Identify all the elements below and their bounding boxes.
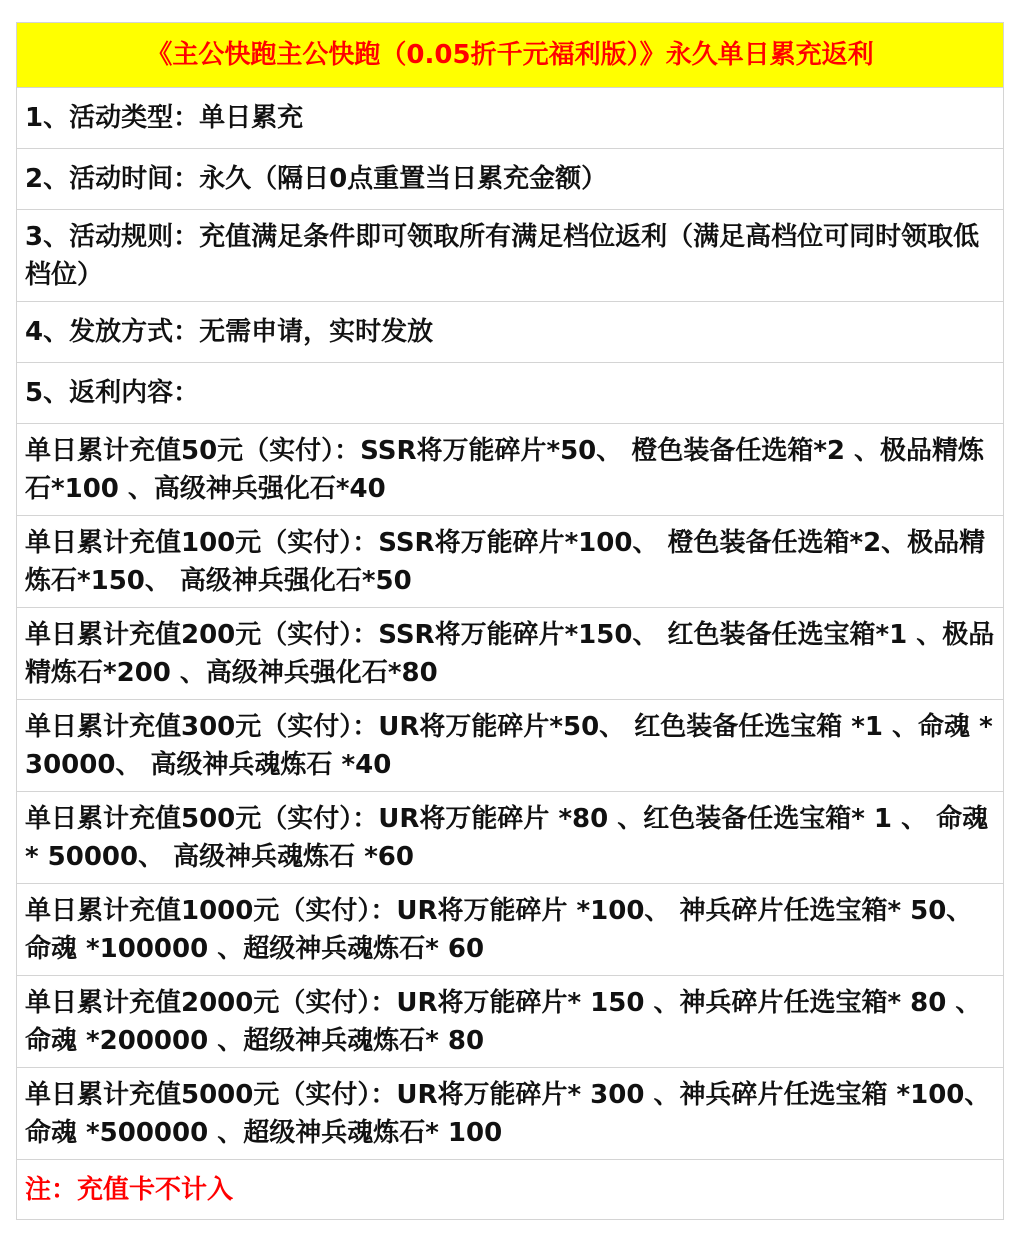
tier-row-500: 单日累计充值500元（实付）：UR将万能碎片 *80 、红色装备任选宝箱* 1 、 命魂* 50000、 高级神兵魂炼石 *60 — [16, 792, 1004, 884]
tier-row-2000: 单日累计充值2000元（实付）：UR将万能碎片* 150 、神兵碎片任选宝箱* 80 、命魂 *200000 、超级神兵魂炼石* 80 — [16, 976, 1004, 1068]
info-row-delivery-method: 4、发放方式：无需申请，实时发放 — [16, 302, 1004, 363]
rebate-table — [16, 22, 1004, 1220]
info-row-activity-time: 2、活动时间：永久（隔日0点重置当日累充金额） — [16, 149, 1004, 210]
tier-row-200: 单日累计充值200元（实付）：SSR将万能碎片*150、 红色装备任选宝箱*1 、极品精炼石*200 、高级神兵强化石*80 — [16, 608, 1004, 700]
note-row: 注：充值卡不计入 — [16, 1160, 1004, 1220]
info-row-rebate-content: 5、返利内容： — [16, 363, 1004, 424]
tier-row-100: 单日累计充值100元（实付）：SSR将万能碎片*100、 橙色装备任选箱*2、极品精炼石*150、 高级神兵强化石*50 — [16, 516, 1004, 608]
tier-row-5000: 单日累计充值5000元（实付）：UR将万能碎片* 300 、神兵碎片任选宝箱 *100、 命魂 *500000 、超级神兵魂炼石* 100 — [16, 1068, 1004, 1160]
table-title: 《主公快跑主公快跑（0.05折千元福利版）》永久单日累充返利 — [16, 22, 1004, 88]
info-row-activity-rules: 3、活动规则：充值满足条件即可领取所有满足档位返利（满足高档位可同时领取低档位） — [16, 210, 1004, 302]
tier-row-50: 单日累计充值50元（实付）：SSR将万能碎片*50、 橙色装备任选箱*2 、极品精炼石*100 、高级神兵强化石*40 — [16, 424, 1004, 516]
tier-row-300: 单日累计充值300元（实付）：UR将万能碎片*50、 红色装备任选宝箱 *1 、命魂 *30000、 高级神兵魂炼石 *40 — [16, 700, 1004, 792]
info-row-activity-type: 1、活动类型：单日累充 — [16, 88, 1004, 149]
tier-row-1000: 单日累计充值1000元（实付）：UR将万能碎片 *100、 神兵碎片任选宝箱* 50、命魂 *100000 、超级神兵魂炼石* 60 — [16, 884, 1004, 976]
